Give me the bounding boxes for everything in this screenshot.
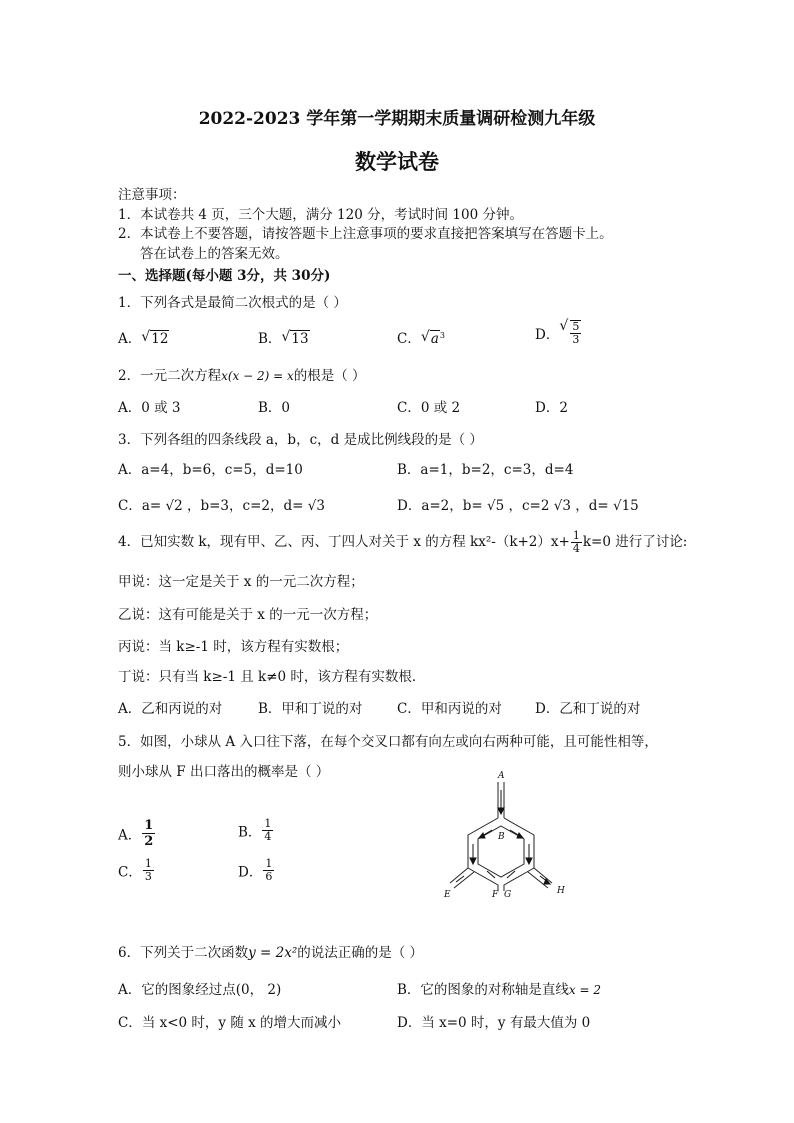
q3-option-b: B．a=1，b=2，c=3，d=4 [397,462,574,478]
q4-option-c: C．甲和丙说的对 [397,701,502,717]
q6-stem-post: 的说法正确的是（ ） [297,945,424,961]
q4-statement-ding: 丁说：只有当 k≥-1 且 k≠0 时，该方程有实数根． [118,669,426,685]
note-1: 1．本试卷共 4 页，三个大题，满分 120 分，考试时间 100 分钟。 [118,207,523,223]
q6-option-c: C．当 x<0 时，y 随 x 的增大而减小 [118,1015,342,1031]
q5-stem-line1: 5．如图，小球从 A 入口往下落，在每个交叉口都有向左或向右两种可能，且可能性相等， [118,734,658,750]
q4-stem-post: k=0 进行了讨论: [582,534,688,550]
q4-statement-bing: 丙说：当 k≥-1 时，该方程有实数根； [118,639,349,655]
q1-option-b [258,327,310,347]
q2-equation: x(x − 2) = x [221,369,294,383]
q1-c-label: C． [397,331,421,347]
q1-a-radicand: 12 [151,331,169,347]
sqrt-icon [559,320,582,346]
q3-option-d: D．a=2，b= √5 ，c=2 √3 ，d= √15 [397,498,639,514]
q2-stem [118,364,366,384]
q6-b-equation: x = 2 [568,983,602,997]
q5-option-c: C． $\frac{1}{3}$ [118,857,152,883]
q1-d-num: √ 5 [572,320,580,333]
q5-option-d: D． $\frac{1}{6}$ [238,857,273,883]
label-b: B [498,832,505,842]
q4-fraction: $\frac{1}{4}$ [572,529,580,555]
note-2-cont: 答在试卷上的答案无效。 [140,246,289,262]
q3-stem: 3．下列各组的四条线段 a，b，c，d 是成比例线段的是（ ） [118,432,483,448]
q6-b-text: B．它的图象的对称轴是直线 [397,982,569,998]
q6-option-b [397,978,601,998]
label-a: A [498,771,505,781]
label-h: H [557,886,565,896]
q5-option-b: B． $\frac{1}{4}$ [238,817,272,843]
q4-statement-yi: 乙说：这有可能是关于 x 的一元一次方程； [118,607,378,623]
q2-option-d: D．2 [535,400,568,416]
exam-title: 2022-2023 学年第一学期期末质量调研检测九年级 [198,109,596,129]
sqrt-icon [141,331,169,347]
q1-option-c [397,327,445,347]
q1-option-a [118,327,169,347]
label-g: G [504,890,512,900]
q1-stem: 1．下列各式是最简二次根式的是（ ） [118,295,347,311]
label-f: F [492,890,499,900]
q2-stem-post: 的根是（ ） [293,368,366,384]
note-2: 2．本试卷上不要答题，请按答题卡上注意事项的要求直接把答案填写在答题卡上。 [118,226,613,242]
q1-b-label: B． [258,331,282,347]
q3-option-c: C．a= √2 ，b=3，c=2，d= √3 [118,498,325,514]
sqrt-icon [281,331,309,347]
q2-option-c: C．0 或 2 [397,400,461,416]
q4-option-a: A．乙和丙说的对 [118,701,223,717]
q1-d-den: 3 [572,333,580,346]
q2-option-a: A．0 或 3 [118,400,181,416]
q4-option-b: B．甲和丁说的对 [258,701,363,717]
section-1-heading: 一、选择题(每小题 3分，共 30分) [118,268,331,284]
q6-function: y = 2x² [248,945,298,961]
sqrt-icon: √ $a^3$ [421,331,445,348]
q4-statement-jia: 甲说：这一定是关于 x 的一元二次方程； [118,574,364,590]
q1-b-radicand: 13 [291,331,309,347]
q4-option-d: D．乙和丁说的对 [535,701,641,717]
q6-option-d: D．当 x=0 时，y 有最大值为 0 [397,1015,591,1031]
q4-stem [118,530,687,555]
q2-stem-pre: 2．一元二次方程 [118,368,222,384]
q6-stem [118,941,423,961]
q4-stem-pre: 4．已知实数 k，现有甲、乙、丙、丁四人对关于 x 的方程 kx²-（k+2）x+ [118,534,570,550]
q2-option-b: B．0 [258,400,291,416]
exam-subtitle: 数学试卷 [355,149,439,174]
q1-option-d [535,320,582,346]
q1-c-radicand: a [430,331,439,347]
q6-option-a: A．它的图象经过点(0， 2) [118,982,282,998]
q6-stem-pre: 6．下列关于二次函数 [118,945,249,961]
notes-heading: 注意事项： [118,187,186,203]
q5-stem-line2: 则小球从 F 出口落出的概率是（ ） [118,764,330,780]
q5-ball-drop-diagram [440,768,580,903]
label-e: E [444,890,451,900]
q1-a-label: A． [118,331,142,347]
q5-option-a: A． $\frac{1}{2}$ [118,818,154,849]
q3-option-a: A．a=4，b=6，c=5，d=10 [118,462,303,478]
q1-d-label: D． [535,327,560,343]
